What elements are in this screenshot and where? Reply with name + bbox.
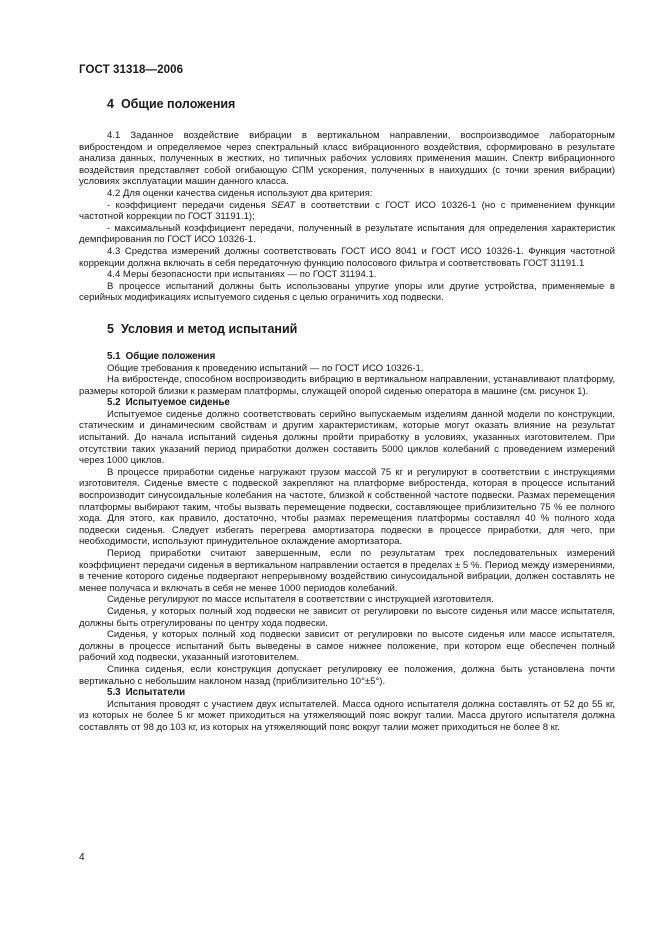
page-number: 4 [79,852,85,863]
paragraph-criterion-1 [79,200,615,223]
section-4-title: Общие положения [120,97,236,111]
subsection-5-1-title: Общие положения [125,350,216,362]
paragraph-4-1: 4.1 Заданное воздействие вибрации в вертикальном направлении, воспроизводимое лабораторным вибростендом и определяемое через спектральный класс вибрационного воздействия, сформировано в результате анализа данных, полученных в жестких, но типичных рабочих условиях применения машин. Спектр вибрационного воздействия представляет собой огибающую СПМ ускорения, полученных в наихудших (с точки зрения вибрации) условиях эксплуатации машин данного класса. [79,130,615,188]
paragraph-4-4: 4.4 Меры безопасности при испытаниях — по ГОСТ 31194.1. [107,269,377,281]
paragraph-5-2-5: Сиденья, у которых полный ход подвески не зависит от регулировки по высоте сиденья или массе испытателя, должны быть отрегулированы по центру хода подвески. [79,605,615,629]
paragraph-5-2-1: Испытуемое сиденье должно соответствовать серийно выпускаемым изделиям данной модели по конструкции, статическим и динамическим свойствам и другим характеристикам, которые могут оказать влияние на результат испытаний. До начала испытаний сиденья должны пройти приработку в условиях, указанных изготовителем. При отсутствии таких указаний период приработки должен составить 5000 циклов колебаний с проведением измерений через 1000 циклов. [79,408,615,467]
section-4-number: 4 [107,97,114,111]
criterion-1-text-b: в соответствии с ГОСТ ИСО 10326-1 (но с применением функции частотной коррекции по ГОСТ 31191.1); [79,199,615,223]
paragraph-5-2-7: Спинка сиденья, если конструкция допускает регулировку ее положения, должна быть установлена почти вертикально с небольшим наклоном назад (приблизительно 10°±5°). [79,663,615,687]
subsection-5-2-heading [79,397,615,409]
paragraph-criterion-2: - максимальный коэффициент передачи, полученный в результате испытания для определения характеристик демпфирования по ГОСТ ИСО 10326-1. [79,222,615,246]
section-4-heading [79,97,615,111]
paragraph-5-2-6: Сиденья, у которых полный ход подвески зависит от регулировки по высоте сиденья или массе испытателя, должны в процессе испытаний быть выведены в самое нижнее положение, при котором еще обеспечен полный рабочий ход подвески, указанный изготовителем. [79,629,615,664]
subsection-5-1-number: 5.1 [107,350,121,362]
paragraph-4-3: 4.3 Средства измерений должны соответствовать ГОСТ ИСО 8041 и ГОСТ ИСО 10326-1. Функция частотной коррекции должна включать в себя передаточную функцию полосового фильтра и соответствовать ГОСТ 31191.1 [79,245,615,269]
paragraph-5-2-4: Сиденье регулируют по массе испытателя в соответствии с инструкцией изготовителя. [107,594,494,606]
section-5-heading [79,322,615,336]
section-5-number: 5 [107,321,114,336]
section-5-title: Условия и метод испытаний [120,321,298,336]
paragraph-5-3-1: Испытания проводят с участием двух испытателей. Масса одного испытателя должна составлять от 52 до 55 кг, из которых не более 5 кг может приходиться на утяжеляющий пояс вокруг талии. Масса другого испытателя должна составлять от 98 до 103 кг, из которых на утяжеляющий пояс вокруг талии может приходиться не более 8 кг. [79,698,615,733]
document-code-header: ГОСТ 31318—2006 [79,64,184,76]
subsection-5-1-heading [79,351,615,363]
criterion-1-text-a: - коэффициент передачи сиденья [107,199,272,211]
paragraph-5-2-3: Период приработки считают завершенным, если по результатам трех последовательных измерений коэффициент передачи сиденья в вертикальном направлении остается в пределах ± 5 %. Период между измерениями, в течение которого сиденье подвергают непрерывному воздействию синусоидальной вибрации, должен составлять не менее получаса и включать в себя не менее 1000 периодов колебаний. [79,548,615,594]
seat-term: SEAT [271,199,296,211]
paragraph-5-1-2: На вибростенде, способном воспроизводить вибрацию в вертикальном направлении, устанавливают платформу, размеры которой близки к размерам платформы, служащей опорой сиденью оператора в машине (см. рисунок 1). [79,374,615,397]
paragraph-5-1-1: Общие требования к проведению испытаний — по ГОСТ ИСО 10326-1. [107,362,424,374]
paragraph-5-2-2: В процессе приработки сиденье нагружают грузом массой 75 кг и регулируют в соответствии с инструкциями изготовителя. Сиденье вместе с подвеской закрепляют на платформе вибростенда, которая в процессе испытаний воспроизводит синусоидальные колебания на частоте, близкой к собственной частоте подвески. Размах перемещения платформы выбирают таким, чтобы вызвать перемещение подвески, составляющее приблизительно 75 % ее полного хода. Для этого, как правило, достаточно, чтобы размах перемещения платформы составлял 40 % полного хода подвески сиденья. Следует избегать перегрева амортизатора подвески в процессе приработки, для чего, при необходимости, используют принудительное охлаждение амортизатора. [79,466,615,548]
subsection-5-2-title: Испытуемое сиденье [125,397,230,409]
subsection-5-3-heading [79,687,615,699]
subsection-5-2-number: 5.2 [107,397,121,409]
subsection-5-3-number: 5.3 [107,687,121,699]
subsection-5-3-title: Испытатели [125,687,186,699]
document-body [79,88,615,734]
paragraph-4-5: В процессе испытаний должны быть использованы упругие упоры или другие устройства, применяемые в серийных модификациях испытуемого сиденья с целью ограничить ход подвески. [79,280,615,304]
paragraph-4-2: 4.2 Для оценки качества сиденья используют два критерия: [107,187,373,199]
